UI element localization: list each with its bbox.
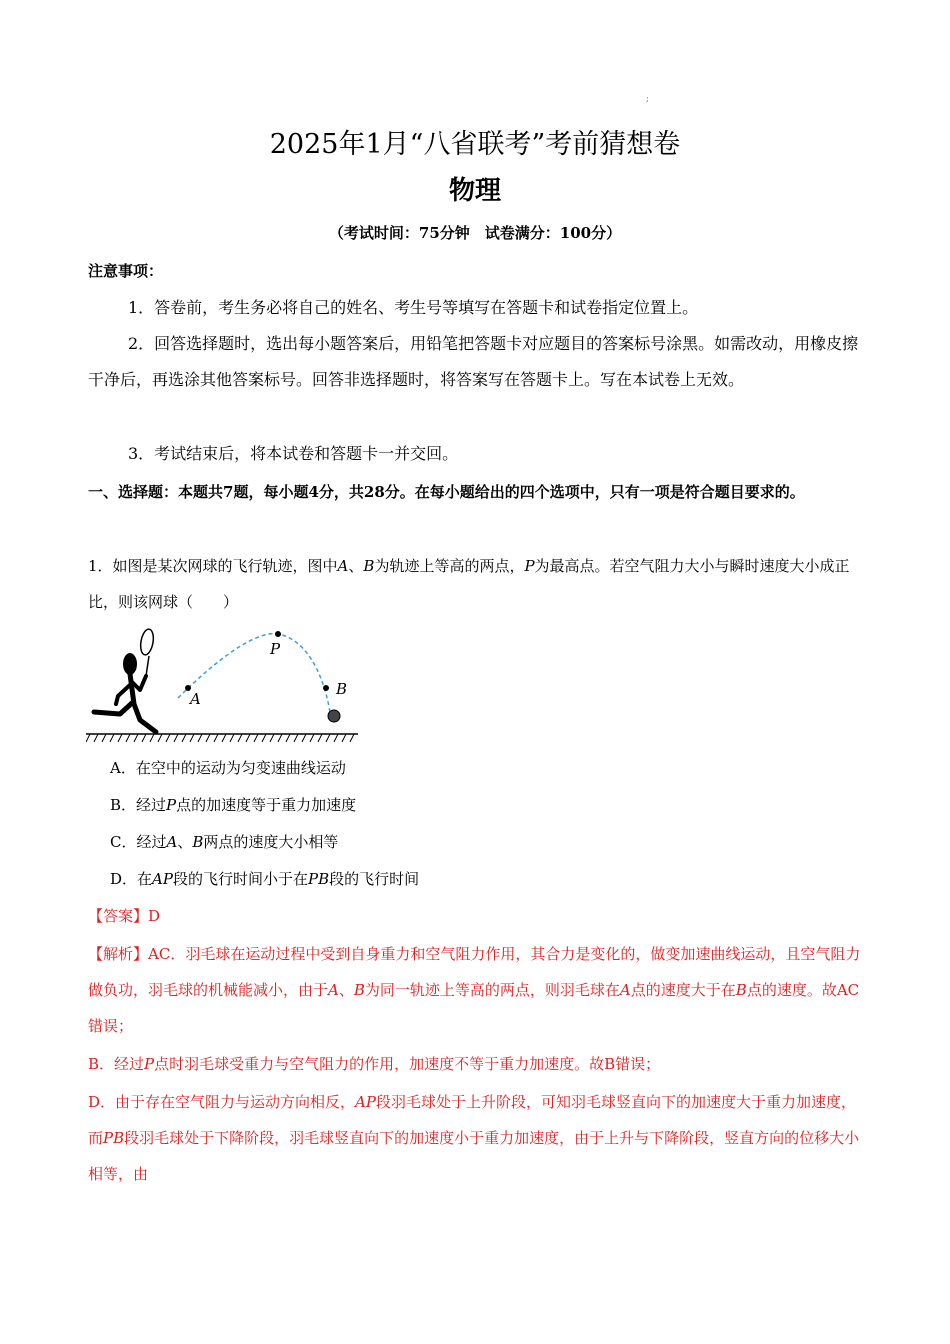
- notice-item-1: 1．答卷前，考生务必将自己的姓名、考生号等填写在答题卡和试卷指定位置上。: [128, 298, 699, 317]
- option-c: [110, 831, 338, 852]
- analysis-p2-b: 点时羽毛球受重力与空气阻力的作用，加速度不等于重力加速度。故B错误；: [154, 1055, 661, 1073]
- subject-title: 物理: [448, 176, 501, 206]
- label-a: A: [190, 690, 201, 708]
- notice-item-3: 3．考试结束后，将本试卷和答题卡一并交回。: [128, 444, 459, 463]
- analysis-p1-point-a2: A: [619, 981, 631, 999]
- analysis-paragraph-2: [88, 1046, 863, 1082]
- option-b-point: P: [166, 796, 177, 814]
- label-p: P: [270, 640, 281, 658]
- stem-text-a: 1．如图是某次网球的飞行轨迹，图中: [88, 557, 338, 575]
- option-c-sep: 、: [177, 833, 193, 851]
- analysis-p1-point-b: B: [353, 981, 365, 999]
- player-silhouette: [94, 653, 156, 732]
- option-d-pre: D．在: [110, 870, 153, 888]
- option-d-post: 段的飞行时间: [329, 870, 420, 888]
- option-d-pb: PB: [307, 870, 330, 888]
- analysis-p1-point-a: A: [328, 981, 339, 999]
- analysis-paragraph-3: [88, 1084, 863, 1192]
- option-b-post: 点的加速度等于重力加速度: [176, 796, 357, 814]
- option-c-point-a: A: [166, 833, 178, 851]
- analysis-p3-pb: PB: [103, 1129, 125, 1147]
- stem-point-a: A: [337, 557, 349, 575]
- ground-hatching: [86, 734, 358, 742]
- page-mark: ;: [646, 94, 649, 103]
- analysis-p1-c: 点的速度大于在: [630, 981, 736, 999]
- option-b: [110, 794, 356, 815]
- point-b-dot: [323, 685, 329, 691]
- stem-separator: 、: [348, 557, 364, 575]
- option-c-post: 两点的速度大小相等: [203, 833, 339, 851]
- option-c-point-b: B: [192, 833, 204, 851]
- analysis-p1-a: AC．羽毛球在运动过程中受到自身重力和空气阻力作用，其合力是变化的，做变加速曲线运动，且空气阻力做负功，羽毛球的机械能减小，由于: [88, 945, 861, 999]
- question-1-stem: [88, 548, 863, 620]
- analysis-p1-b: 为同一轨迹上等高的两点，则羽毛球在: [364, 981, 620, 999]
- analysis-p3-a: D．由于存在空气阻力与运动方向相反，: [88, 1093, 356, 1111]
- exam-meta: （考试时间：75分钟 试卷满分：100分）: [328, 224, 622, 242]
- option-b-pre: B．经过: [110, 796, 167, 814]
- stem-point-p: P: [524, 557, 535, 575]
- section-heading: 一、选择题：本题共7题，每小题4分，共28分。在每小题给出的四个选项中，只有一项是符合题目要求的。: [88, 483, 805, 501]
- notice-item-2: 2．回答选择题时，选出每小题答案后，用铅笔把答题卡对应题目的答案标号涂黑。如需改动，用橡皮擦干净后，再选涂其他答案标号。回答非选择题时，将答案写在答题卡上。写在本试卷上无效。: [88, 334, 859, 389]
- analysis-p3-ap: AP: [355, 1093, 376, 1111]
- stem-text-b: 为轨迹上等高的两点，: [374, 557, 525, 575]
- exam-title: 2025年1月“八省联考”考前猜想卷: [269, 129, 681, 160]
- analysis-p1-sep: 、: [338, 981, 354, 999]
- tennis-trajectory-figure: [86, 624, 366, 752]
- analysis-p3-c: 段羽毛球处于下降阶段，羽毛球竖直向下的加速度小于重力加速度，由于上升与下降阶段，竖直方向的位移大小相等，由: [88, 1129, 860, 1183]
- analysis-label: 【解析】: [88, 945, 149, 963]
- ball: [328, 710, 340, 722]
- analysis-p1-d: 点的速度。故AC错误；: [88, 981, 860, 1035]
- analysis-p3-b: 段羽毛球处于上升阶段，可知羽毛球竖直向下的加速度大于重力加速度，而: [88, 1093, 856, 1147]
- racket: [139, 628, 155, 676]
- label-b: B: [336, 680, 348, 698]
- analysis-p1-point-b2: B: [735, 981, 747, 999]
- option-a: A．在空中的运动为匀变速曲线运动: [110, 759, 346, 777]
- option-d: [110, 868, 419, 889]
- stem-text-c: 为最高点。若空气阻力大小与瞬时速度大小成正比，则该网球（ ）: [88, 557, 850, 611]
- analysis-p2-a: B．经过: [88, 1055, 145, 1073]
- option-d-ap: AP: [152, 870, 173, 888]
- stem-point-b: B: [363, 557, 375, 575]
- option-d-mid: 段的飞行时间小于在: [172, 870, 308, 888]
- analysis-paragraph-1: [88, 936, 863, 1044]
- point-p-dot: [275, 631, 281, 637]
- answer-label: 【答案】D: [88, 907, 161, 925]
- analysis-p2-point: P: [144, 1055, 155, 1073]
- option-c-pre: C．经过: [110, 833, 167, 851]
- notice-heading: 注意事项：: [88, 262, 164, 280]
